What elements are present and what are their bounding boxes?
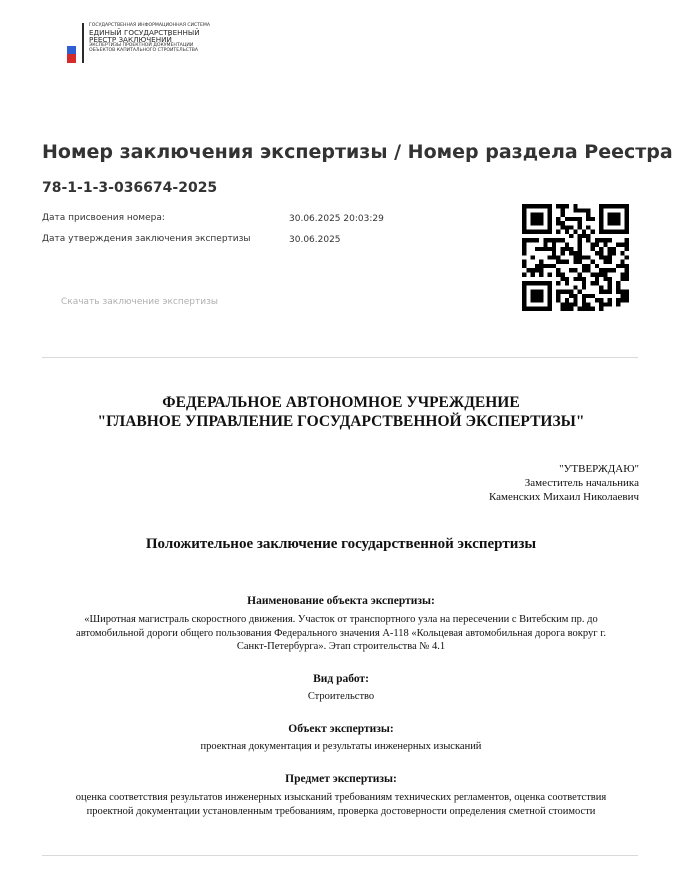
top-divider — [42, 357, 638, 358]
expertise-subject-line: оценка соответствия результатов инженерных изысканий требованиям технических регламентов, оценка соответствия — [75, 792, 607, 803]
expertise-object-heading: Объект экспертизы: — [288, 723, 394, 735]
bottom-divider — [42, 855, 638, 856]
expertise-subject-text — [42, 791, 640, 818]
approve-date-label: Дата утверждения заключения экспертизы — [42, 234, 251, 244]
approver-name: Каменских Михаил Николаевич — [488, 491, 639, 503]
assign-date-label: Дата присвоения номера: — [42, 213, 165, 223]
expertise-object-line: проектная документация и результаты инженерных изысканий — [200, 741, 482, 752]
logo-line-2: ЕДИНЫЙ ГОСУДАРСТВЕННЫЙ — [89, 27, 200, 37]
assign-date-value: 30.06.2025 20:03:29 — [289, 214, 384, 224]
work-type-heading: Вид работ: — [313, 673, 369, 685]
object-name-line: автомобильной дороги общего пользования Федерального значения А-118 «Кольцевая автомобильная дорога вокруг г. — [76, 627, 606, 639]
approver-position: Заместитель начальника — [524, 477, 639, 489]
logo-separator — [82, 23, 84, 63]
approve-stamp: "УТВЕРЖДАЮ" — [559, 463, 639, 475]
expertise-object-text — [42, 740, 640, 754]
object-name-heading: Наименование объекта экспертизы: — [247, 595, 435, 607]
gis-logo[interactable] — [67, 23, 227, 65]
russian-flag-icon — [67, 37, 76, 63]
work-type-line: Строительство — [307, 691, 375, 702]
logo-line-1: ГОСУДАРСТВЕННАЯ ИНФОРМАЦИОННАЯ СИСТЕМА — [89, 23, 211, 28]
approval-block — [489, 462, 639, 504]
approve-date-value: 30.06.2025 — [289, 235, 341, 245]
logo-line-4: ЭКСПЕРТИЗЫ ПРОЕКТНОЙ ДОКУМЕНТАЦИИ — [89, 42, 194, 48]
org-line-1: ФЕДЕРАЛЬНОЕ АВТОНОМНОЕ УЧРЕЖДЕНИЕ — [162, 394, 520, 411]
object-name-text — [42, 613, 640, 654]
expertise-subject-line: проектной документации установленным требованиям, проверка достоверности определения сметной стоимости — [86, 805, 596, 817]
registry-number: 78-1-1-3-036674-2025 — [42, 180, 218, 196]
logo-text — [89, 24, 239, 54]
logo-line-5: ОБЪЕКТОВ КАПИТАЛЬНОГО СТРОИТЕЛЬСТВА — [89, 47, 199, 53]
object-name-line: Санкт-Петербурга». Этап строительства № 4.1 — [236, 641, 446, 652]
organization-name — [42, 393, 640, 431]
object-name-line: «Широтная магистраль скоростного движения. Участок от транспортного узла на пересечении с Витебским пр. до — [84, 614, 598, 625]
expertise-subject-heading: Предмет экспертизы: — [285, 773, 397, 785]
org-line-2: "ГЛАВНОЕ УПРАВЛЕНИЕ ГОСУДАРСТВЕННОЙ ЭКСПЕРТИЗЫ" — [97, 413, 585, 430]
logo-line-3: РЕЕСТР ЗАКЛЮЧЕНИЙ — [89, 35, 172, 45]
qr-code-icon — [522, 204, 629, 311]
conclusion-title: Положительное заключение государственной экспертизы — [145, 536, 537, 552]
work-type-text — [42, 690, 640, 704]
page-title: Номер заключения экспертизы / Номер раздела Реестра — [42, 141, 673, 163]
download-conclusion-link[interactable]: Скачать заключение экспертизы — [61, 297, 218, 307]
